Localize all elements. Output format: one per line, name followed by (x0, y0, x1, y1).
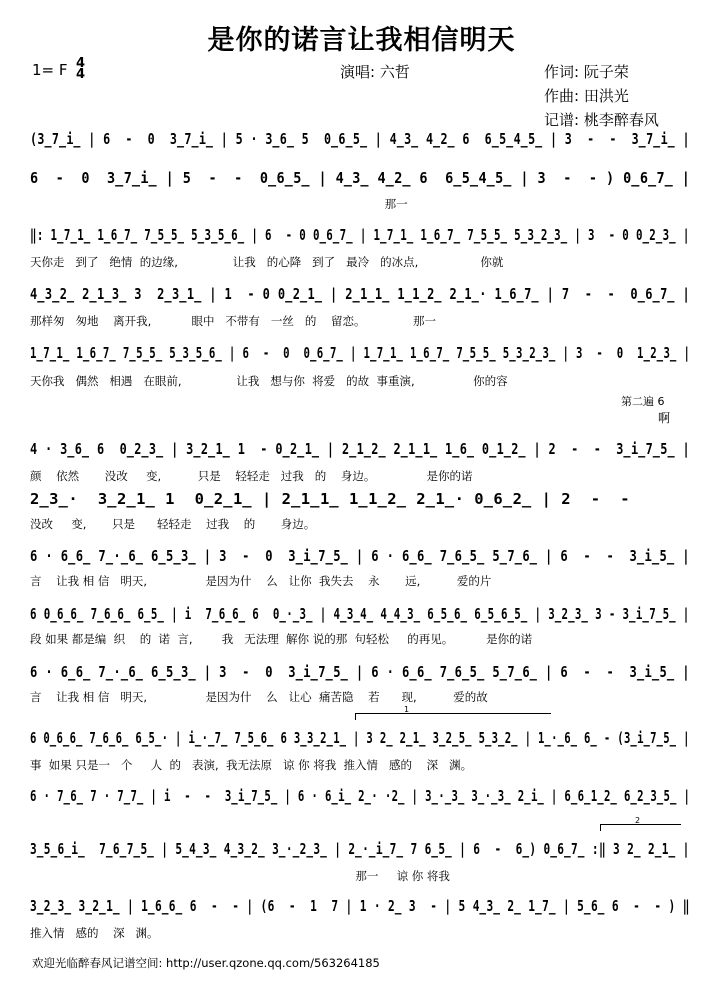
score-line-6: 4 · 3̲6̲ 6 0̲2̲3̲ | 3̲2̲1̲ 1 - 0̲2̲1̲ | 2̲1̲2̲ 2̲1̲1̲ 1̲6̲ 0̲1̲2̲ | 2 - - 3̲i̲7̲5̲ | (30, 440, 691, 458)
time-signature (76, 58, 85, 80)
lyric-line-3: 天你走 到了 绝情 的边缘, 让我 的心降 到了 最冷 的冰点, 你就 (30, 255, 504, 269)
volta-bracket-1 (355, 705, 551, 720)
score-line-5: 1̲7̲1̲ 1̲6̲7̲ 7̲5̲5̲ 5̲3̲5̲6̲ | 6 - 0 0̲6̲7̲ | 1̲7̲1̲ 1̲6̲7̲ 7̲5̲5̲ 5̲3̲2̲3̲ | 3 - 0 1̲2̲3̲ | (30, 344, 691, 362)
volta-bracket-2 (600, 816, 681, 831)
footer-credit: 欢迎光临醉春风记谱空间: http://user.qzone.qq.com/563264185 (32, 956, 380, 970)
score-line-8: 6 · 6̲6̲ 7̲·̲6̲ 6̲5̲3̲ | 3 - 0 3̲i̲7̲5̲ | 6 · 6̲6̲ 7̲6̲5̲ 5̲7̲6̲ | 6 - - 3̲i̲5̲ | (30, 547, 690, 565)
key-signature: 1= F (32, 61, 68, 79)
score-line-10: 6 · 6̲6̲ 7̲·̲6̲ 6̲5̲3̲ | 3 - 0 3̲i̲7̲5̲ | 6 · 6̲6̲ 7̲6̲5̲ 5̲7̲6̲ | 6 - - 3̲i̲5̲ | (30, 663, 690, 681)
score-line-3: ‖: 1̲7̲1̲ 1̲6̲7̲ 7̲5̲5̲ 5̲3̲5̲6̲ | 6 - 0 0̲6̲7̲ | 1̲7̲1̲ 1̲6̲7̲ 7̲5̲5̲ 5̲3̲2̲3̲ | 3 - 0 0̲2̲3̲ | (30, 226, 690, 244)
second-pass-note: 第二遍 6 (621, 395, 665, 408)
time-signature-top: 4 (76, 56, 86, 71)
score-line-7: 2̲3̲· 3̲2̲1̲ 1 0̲2̲1̲ | 2̲1̲1̲ 1̲1̲2̲ 2̲1̲· 0̲6̲2̲ | 2 - - (30, 490, 631, 508)
lyric-line-4: 那样匆 匆地 离开我, 眼中 不带有 一丝 的 留恋。 那一 (30, 314, 436, 328)
lyric-line-14: 推入情 感的 深 渊。 (30, 926, 159, 940)
score-line-9: 6 0̲6̲6̲ 7̲6̲6̲ 6̲5̲ | i 7̲6̲6̲ 6 0̲·̲3̲ | 4̲3̲4̲ 4̲4̲3̲ 6̲5̲6̲ 6̲5̲6̲5̲ | 3̲2̲3̲ 3 - 3̲i̲7̲5̲ | (30, 605, 690, 623)
song-title: 是你的诺言让我相信明天 (207, 25, 516, 56)
composer-credit: 作曲: 田洪光 (544, 87, 629, 105)
lyric-line-5: 天你我 偶然 相遇 在眼前, 让我 想与你 将爱 的故 事重演, 你的容 (30, 374, 508, 388)
second-pass-lyric: 啊 (658, 411, 671, 425)
score-line-4: 4̲3̲2̲ 2̲1̲3̲ 3 2̲3̲1̲ | 1 - 0 0̲2̲1̲ | 2̲1̲1̲ 1̲1̲2̲ 2̲1̲· 1̲6̲7̲ | 7 - - 0̲6̲7̲ | (30, 285, 691, 303)
lyric-line-11: 事 如果 只是一 个 人 的 表演, 我无法原 谅 你 将我 推入情 感的 深 渊。 (30, 758, 473, 772)
time-signature-bottom: 4 (76, 67, 86, 82)
volta-2-label: 2 (635, 816, 641, 825)
score-line-1: (3̲7̲i̲ | 6 - 0 3̲7̲i̲ | 5 · 3̲6̲ 5 0̲6̲5̲ | 4̲3̲ 4̲2̲ 6 6̲5̲4̲5̲ | 3 - - 3̲7̲i̲ | (30, 130, 690, 148)
lyric-line-2: 那一 (30, 197, 408, 211)
lyric-line-7: 没改 变, 只是 轻轻走 过我 的 身边。 (30, 517, 316, 531)
volta-1-label: 1 (404, 705, 410, 714)
lyric-line-6: 颜 依然 没改 变, 只是 轻轻走 过我 的 身边。 是你的诺 (30, 469, 473, 483)
score-line-13: 3̲5̲6̲i̲ 7̲6̲7̲5̲ | 5̲4̲3̲ 4̲3̲2̲ 3̲·̲2̲3̲ | 2̲·̲i̲7̲ 7 6̲5̲ | 6 - 6̲) 0̲6̲7̲ :‖ 3 2̲ 2̲1̲ | (30, 840, 690, 858)
score-line-12: 6 · 7̲6̲ 7 · 7̲7̲ | i - - 3̲i̲7̲5̲ | 6 · 6̲i̲ 2̲· ·2̲ | 3̲·̲3̲ 3̲·̲3̲ 2̲i̲ | 6̲6̲1̲2̲ 6̲2̲3̲5̲ | (30, 787, 691, 805)
lyric-line-13: 那一 谅 你 将我 (30, 869, 450, 883)
transcriber-credit: 记谱: 桃李醉春风 (544, 111, 659, 129)
lyric-line-9: 段 如果 都是编 织 的 诺 言, 我 无法理 解你 说的那 句轻松 的再见。 是你的诺 (30, 632, 533, 646)
score-line-2: 6 - 0 3̲7̲i̲ | 5 - - 0̲6̲5̲ | 4̲3̲ 4̲2̲ 6 6̲5̲4̲5̲ | 3 - - ) 0̲6̲7̲ | (30, 169, 691, 187)
lyricist-credit: 作词: 阮子荣 (544, 63, 629, 81)
singer-credit: 演唱: 六哲 (340, 63, 410, 81)
score-line-14: 3̲2̲3̲ 3̲2̲1̲ | 1̲6̲6̲ 6 - - | (6 - 1 7 | 1 · 2̲ 3 - | 5 4̲3̲ 2̲ 1̲7̲ | 5̲6̲ 6 - - ) ‖ (30, 897, 690, 915)
lyric-line-8: 言 让我 相 信 明天, 是因为什 么 让你 我失去 永 远, 爱的片 (30, 574, 492, 588)
score-line-11: 6 0̲6̲6̲ 7̲6̲6̲ 6̲5̲· | i̲·̲7̲ 7̲5̲6̲ 6 3̲3̲2̲1̲ | 3 2̲ 2̲1̲ 3̲2̲5̲ 5̲3̲2̲ | 1̲·̲6̲ 6̲ - (3̲i̲7̲5̲ | (30, 729, 690, 747)
lyric-line-10: 言 让我 相 信 明天, 是因为什 么 让心 痛苦隐 若 现, 爱的故 (30, 690, 488, 704)
